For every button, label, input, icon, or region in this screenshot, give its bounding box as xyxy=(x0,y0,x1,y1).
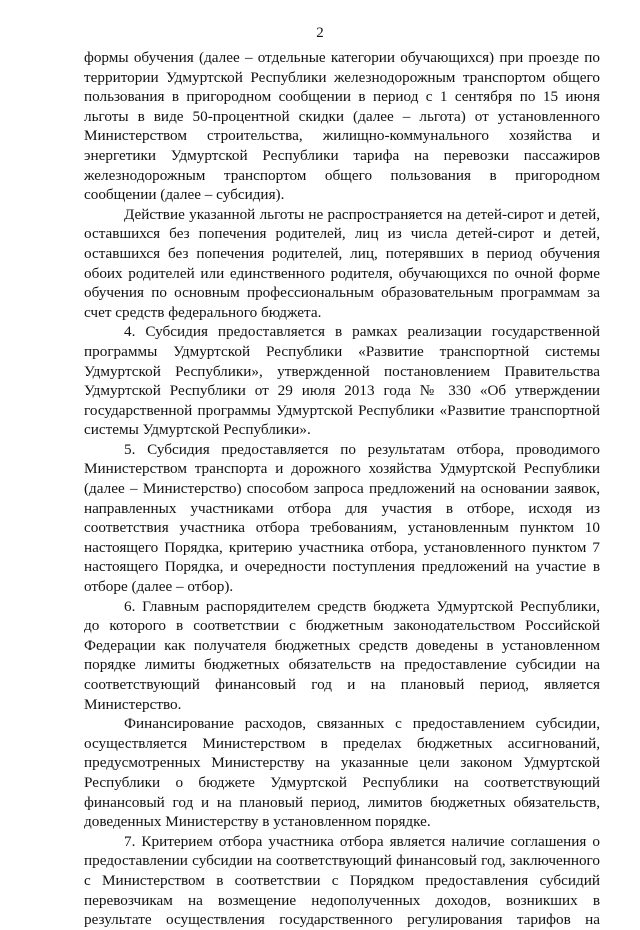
paragraph-clause-5: 5. Субсидия предоставляется по результатам отбора, проводимого Министерством транспорта и дорожного хозяйства Удмуртской Республики (далее – Министерство) способом запроса предложений на основании заявок, направленных участниками отбора для участия в отборе, исходя из соответствия участника отбора требованиям, установленным пунктом 10 настоящего Порядка, критерию участника отбора, установленного пунктом 7 настоящего Порядка, и очередности поступления предложений на участие в отборе (далее – отбор). xyxy=(84,440,600,596)
paragraph-clause-6: 6. Главным распорядителем средств бюджета Удмуртской Республики, до которого в соответствии с бюджетным законодательством Российской Федерации как получателя бюджетных средств доведены в установленном порядке лимиты бюджетных обязательств на предоставление субсидии на соответствующий финансовый год и на плановый период, является Министерство. xyxy=(84,597,600,713)
page-number: 2 xyxy=(316,25,324,41)
paragraph-financing: Финансирование расходов, связанных с предоставлением субсидии, осуществляется Министерством в пределах бюджетных ассигнований, предусмотренных Министерству на указанные цели законом Удмуртской Республики о бюджете Удмуртской Республики на соответствующий финансовый год и на плановый период, лимитов бюджетных обязательств, доведенных Министерству в установленном порядке. xyxy=(84,715,600,831)
paragraph-clause-7: 7. Критерием отбора участника отбора является наличие соглашения о предоставлении субсидии на соответствующий финансовый год, заключенного с Министерством в соответствии с Порядком предоставления субсидий перевозчикам на возмещение недополученных доходов, возникших в результате осуществления государственного регулирования тарифов на xyxy=(84,832,600,929)
paragraph-continuation: формы обучения (далее – отдельные категории обучающихся) при проезде по территории Удмуртской Республики железнодорожным транспортом общего пользования в пригородном сообщении в период с 1 сентября по 15 июня льготы в виде 50-процентной скидки (далее – льгота) от установленного Министерством строительства, жилищно-коммунального хозяйства и энергетики Удмуртской Республики тарифа на перевозки пассажиров железнодорожным транспортом общего пользования в пригородном сообщении (далее – субсидия). xyxy=(84,49,600,204)
paragraph-clause-4: 4. Субсидия предоставляется в рамках реализации государственной программы Удмуртской Республики «Развитие транспортной системы Удмуртской Республики», утвержденной постановлением Правительства Удмуртской Республики от 29 июля 2013 года № 330 «Об утверждении государственной программы Удмуртской Республики «Развитие транспортной системы Удмуртской Республики». xyxy=(84,323,600,439)
paragraph-benefit-exclusions: Действие указанной льготы не распространяется на детей-сирот и детей, оставшихся без попечения родителей, лиц из числа детей-сирот и детей, оставшихся без попечения родителей, лиц, потерявших в период обучения обоих родителей или единственного родителя, обучающихся по очной форме обучения по основным профессиональным образовательным программам за счет средств федерального бюджета. xyxy=(84,205,600,321)
document-body xyxy=(84,48,600,929)
